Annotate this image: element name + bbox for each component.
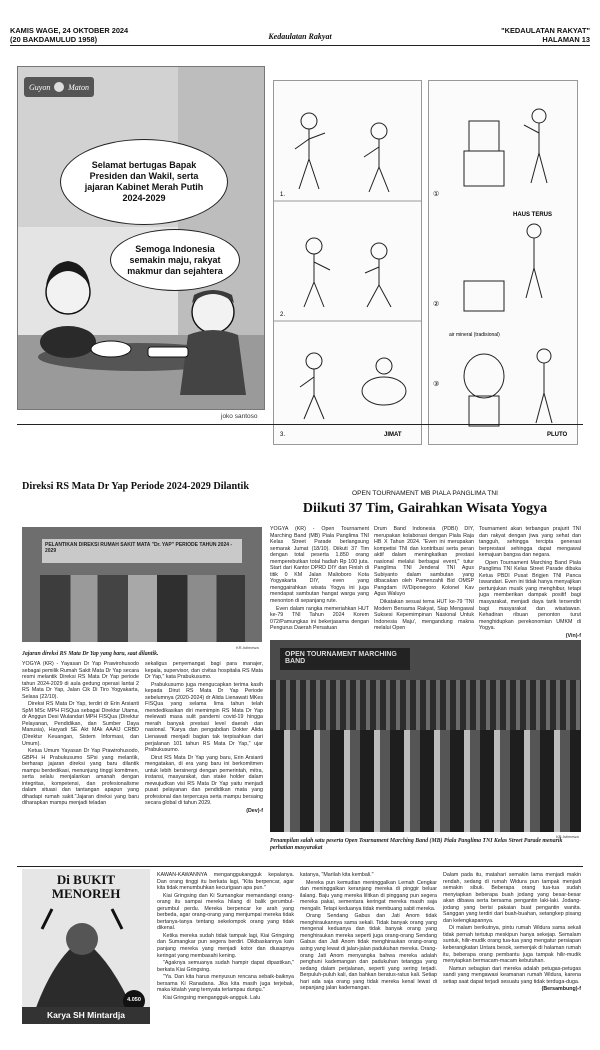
editorial-cartoon bbox=[17, 66, 265, 410]
section-divider-2 bbox=[17, 866, 583, 867]
serial-column-1 bbox=[157, 872, 294, 1040]
article1-caption: Jajaran direksi RS Mata Dr Yap yang baru, saat dilantik. bbox=[22, 651, 159, 657]
article2-photo-crowd bbox=[270, 680, 581, 730]
serial-column-3 bbox=[443, 872, 581, 1040]
article2-col1-paragraph: YOGYA (KR) - Open Tournament Marching Band (MB) Piala Panglima TNI Kelas Street Parade berlangsung semarak Jumat (18/10). Diikuti 37 Tim dengan total peserta 1.850 orang memperebutkan total hadiah Rp 100 juta. Start dari Kantor DPRD DIY dan Finish di titik 0 KM Jalan Malioboro Kota Yogyakarta DIY, even yang menggairahkan wisata Yogya ini juga mendapat sambutan hangat warga yang menonton di sepanjang rute. bbox=[270, 526, 369, 605]
comic-right-panel-number-2: ② bbox=[433, 301, 440, 308]
article1-col1-paragraph: Direksi RS Mata Dr Yap, terdiri dr Erin Arsianti SpM MSc MPH FISQua sebagai Direktur Utama, dr Anggun Desi Wulandari MPH FISQua (Direktur Pelayanan, Pendidikan, dan Sumber Daya Manusia), Haryadi SE Akt MAk AAAIJ CRBD (Direktur Keuangan, Sistem Informasi, dan Umum). bbox=[22, 701, 139, 747]
page-header bbox=[10, 8, 590, 46]
article1-photo-people bbox=[40, 575, 245, 642]
article1-photo bbox=[22, 527, 262, 642]
serial-signoff: (Bersambung)-f bbox=[541, 986, 581, 993]
article2-col2-paragraph: Drum Band Indonesia (PDBI) DIY, merupakan kolaborasi dengan Piala Raja HB X Tahun 2024. "Even ini merupakan kompetisi TNI dan kontribusi serta peran aktif dalam meningkatkan prestasi nasional melalui berbagai event," tutur Panglima TNI Jenderal TNI Agus Subiyanto dalam sambutan yang dibacakan oleh Pamenzahli Bid OMSP Pangdam IV/Diponegoro Kolonel Kav Agus Waluyo bbox=[374, 526, 474, 598]
article1-photo-banner: PELANTIKAN DIREKSI RUMAH SAKIT MATA "Dr. YAP" PERIODE TAHUN 2024 - 2029 bbox=[42, 539, 242, 563]
comic-right-sign-air: air mineral (tradisional) bbox=[449, 332, 500, 338]
page-number: HALAMAN 13 bbox=[542, 35, 590, 44]
article2-col1-paragraph: Even dalam rangka memeriahkan HUT ke-79 TNI Tahun 2024 Korem 072/Pamungkas ini bekerjasama dengan Pengurus Daerah Persatuan bbox=[270, 605, 369, 632]
article1-col2-paragraph: Dirut RS Mata Dr Yap yang baru, Erin Arsianti mengatakan, di era yang baru ini berkomitmen untuk lebih bersinergi dengan pemerintah, mitra, instansi, masyarakat, dan stake holder dalam mewujudkan visi RS Mata Dr Yap yaitu menjadi pusat pelayanan dan pendidikan mata yang profesional dan terpercaya serta mampu bersaing secara global di tahun 2029. bbox=[145, 754, 263, 807]
article1-col2-paragraph: sekaligus penyemangat bagi para manajer, kepala, supervisor, dan civitas hospitalia RS Mata Dr Yap," kata Prabukusumo. bbox=[145, 661, 263, 681]
cartoon-logo-left: Guyon bbox=[29, 82, 51, 92]
speech-bubble-2: Semoga Indonesia semakin maju, rakyat makmur dan sejahtera bbox=[110, 229, 240, 291]
serial-author-bar: Karya SH Mintardja bbox=[22, 1007, 150, 1024]
section-divider bbox=[17, 424, 583, 425]
masthead: Kedaulatan Rakyat bbox=[268, 32, 332, 41]
article2-photo-credit: KR-Istimewa bbox=[556, 834, 579, 839]
serial-col2-paragraph: katanya, "Marilah kita kembali." bbox=[300, 872, 374, 878]
cartoon-author: joko santoso bbox=[221, 413, 258, 420]
serial-col1-paragraph: Ketika mereka sudah tidak tampak lagi, Kiai Gringsing dan Sumangkar pun segera berdiri. Dikibaskannya kain panjang mereka yang menjadi kotor dan diusapnya keringat yang membasahi kening. bbox=[157, 932, 294, 959]
paper-name: "KEDAULATAN RAKYAT" bbox=[501, 26, 590, 35]
article2-signoff: (Vin)-f bbox=[565, 632, 581, 638]
article2-photo-banner: OPEN TOURNAMENT MARCHING BAND bbox=[280, 648, 410, 670]
comic-right-sign-haus: HAUS TERUS bbox=[513, 212, 553, 218]
article2-col3-paragraph: Open Tournament Marching Band Piala Panglima TNI Kelas Street Parade dibuka Ketua PBDI Pusat Brigjen TNI Panca Iswandari. Even ini tidak hanya menyajikan pertunjukan musik yang menghibur, tetapi juga memberikan dampak positif bagi masyarakat, menjadi daya tarik tersendiri bagi masyarakat dan wisatawan. Kehadiran ribuan penonton turut menghidupkan perekonomian UMKM di Yogya. bbox=[479, 559, 581, 632]
article1-column-2 bbox=[145, 661, 263, 861]
serial-title: Di BUKIT MENOREH bbox=[51, 872, 121, 901]
serial-col3-paragraph: Dalam pada itu, matahari semakin lama menjadi makin rendah, sedang di rumah Widura pun tampak menjadi semakin sibuk. Beberapa orang tua-tua sudah menyiapkan beberapa buah jodang yang besar-besar akan dibawa serta bersama pengantin laki-laki. Jodang-jodang yang berisi pakaian buat pengantin wanita. Sanggan yang terdiri dari buah-buahan, setangkep pisang dan kelengkapannya. bbox=[443, 872, 581, 924]
comic-left-signature: JIMAT bbox=[384, 432, 402, 438]
cartoon-logo-right: Maton bbox=[68, 82, 89, 92]
paper-info bbox=[501, 26, 590, 44]
serial-col1-paragraph: Kiai Gringsing dan Ki Sumangkar memandangi orang-orang itu sampai mereka hilang di balik gerumbul-gerumbul perdu. Mereka berpencar ke arah yang berbeda, agar orang-orang yang menjumpai mereka tidak bertanya-tanya tentang sekelompok orang yang tidak dikenal. bbox=[157, 892, 294, 932]
serial-col2-paragraph: Orang Sendang Gabus dan Jati Anom tidak menghiraukannya sama sekali. Tidak banyak orang yang mengenal keduanya dan tidak banyak orang yang menghiraukan mereka seperti juga orang-orang Sendang Gabus dan Jati Anom tidak menghiraukan orang-orang asing yang lewat di jalan-jalan padukuhan mereka. Orang-orang Jati Anom menyangka bahwa mereka adalah penghuni kademangan dan padukuhan tetangga yang sedang dalam perjalanan, seperti yang sering terjadi. Berpuluh-puluh kali, dan bahkan beratus-ratus kali. Setiap hari ada saja orang yang tidak mereka kenal lewat di sepanjang jalan kademangan. bbox=[300, 913, 437, 992]
comic-strip-left bbox=[273, 80, 422, 445]
comic-left-panel-number-2: 2. bbox=[280, 312, 286, 318]
comic-left-panel-number-1: 1. bbox=[280, 192, 286, 198]
date-line-javanese: (20 BAKDAMULUD 1958) bbox=[10, 35, 98, 44]
comic-left-illustration bbox=[274, 81, 422, 445]
article2-caption: Penampilan salah satu peserta Open Tournament Marching Band (MB) Piala Panglima TNI Kelas Street Parade menarik perhatian masyarakat bbox=[270, 838, 563, 851]
speech-bubble-1: Selamat bertugas Bapak Presiden dan Wakil, serta jajaran Kabinet Merah Putih 2024-2029 bbox=[60, 139, 228, 225]
article2-headline: Diikuti 37 Tim, Gairahkan Wisata Yogya bbox=[302, 501, 548, 516]
article2-column-1 bbox=[270, 526, 369, 638]
date-line: KAMIS WAGE, 24 OKTOBER 2024 bbox=[10, 26, 129, 35]
serial-col1-paragraph: Kiai Gringsing mengangguk-angguk. Lalu bbox=[163, 994, 261, 1001]
serial-col1-paragraph: KAWAN-KAWANNYA menganggukangguk kepalanya. Dan orang tinggi itu berkata lagi, "Kita berpencar, agar kita tidak menumbuhkan kecurigaan apa pun." bbox=[157, 872, 294, 892]
article1-col1-paragraph: Ketua Umum Yayasan Dr Yap Prawirohusodo, GBPH H Prabukusumo SPsi yang melantik, berharap jajaran direksi yang baru dilantik mampu berdedikasi, menunjung tinggi komitmen, serta selalu menjalankan amanah dengan integritas, kompetensi, dan profesionalisme dalam situasi dan tantangan apapun yang dihadapi rumah sakit."Jajaran direksi yang baru diharapkan mampu menjadi teladan bbox=[22, 748, 139, 807]
serial-col3-paragraph: Di malam berikutnya, pintu rumah Widura sama sekali tidak pernah tertutup meskipun hanya sekejap. Semalam suntuk, hilir-mudik orang tua-tua yang mengatur persiapan keberangkatan Untara besok, semenjak di halaman rumah itu, beberapa orang pembantu juga tampak hilir-mudik menyiapkan bermacam-macam kebutuhan. bbox=[443, 925, 581, 965]
article1-col2-paragraph: Prabukusumo juga mengucapkan terima kasih kepada Dirut RS Mata Dr Yap Periode sebelumnya (2020-2024) dr Alida Lienawati MKes FISQua yang selama lima tahun telah mendedikasikan diri memimpin RS Mata Dr Yap melewati masa sulit pandemi covid-19 hingga meraih banyak prestasi level daerah dan nasional. "Karya dan pengabdian Dokter Alida Lienawati menjadi bagian tak terpisahkan dari perjalanan 101 tahun RS Mata Dr Yap," ujar Prabukusumo. bbox=[145, 681, 263, 754]
article2-photo bbox=[270, 640, 581, 832]
serial-issue-number: 4.050 bbox=[127, 997, 141, 1003]
article1-col1-paragraph: YOGYA (KR) - Yayasan Dr Yap Prawirohusodo sebagai pemilik Rumah Sakit Mata Dr Yap secara resmi melantik Direksi RS Mata Dr Yap periode tahun 2024-2029 di aula gedung operasi lantai 2 RS Mata Dr Yap, Jalan Cik Di Tiro Yogyakarta, Selasa (22/10). bbox=[22, 661, 139, 700]
serial-col2-paragraph: Mereka pun kemudian meninggalkan Lemah Cengkar dan meninggalkan keranjang mereka di pinggir beluar ilalang. Baju yang mereka lilitkan di pinggang pun segera mereka pakai, sementara keringat mereka masih saja mengalir. Tetapi keduanya tidak membuang sabit mereka. bbox=[300, 879, 437, 912]
cartoon-logo bbox=[24, 77, 94, 97]
serial-col1-paragraph: "Agaknya semuanya sudah hampir dapat dipastikan," berkata Kiai Gringsing. bbox=[157, 960, 294, 973]
serial-column-2 bbox=[300, 872, 437, 1040]
comic-strip-right bbox=[428, 80, 578, 445]
serial-col3-paragraph: Namun sebagian dari mereka adalah petugas-petugas sandi yang mengawasi keamanan rumah Widura, karena setiap saat dapat terjadi sesuatu yang tidak terduga-duga. bbox=[443, 965, 581, 985]
article2-col3-paragraph: Tournament akan terbangun prajurit TNI dan rakyat dengan jiwa yang sehat dan tangguh, sehingga tercipta generasi berprestasi sehingga dapat mengawal kemajuan bangsa dan negara. bbox=[479, 526, 581, 559]
serial-col1-paragraph: "Ya. Dan kita harus menyusun rencana sebaik-baiknya bersama Ki Ranadana. Jika kita masih juga terjebak, maka kitalah yang ternyata terlampau dungu." bbox=[157, 974, 294, 994]
cartoon-logo-mascot-icon bbox=[54, 82, 64, 92]
article2-photo-performers bbox=[270, 730, 581, 832]
article1-signoff: (Dev)-f bbox=[246, 808, 263, 815]
article2-column-3 bbox=[479, 526, 581, 638]
comic-right-panel-number-3: ③ bbox=[433, 381, 440, 388]
article1-column-1 bbox=[22, 661, 139, 861]
article1-headline: Direksi RS Mata Dr Yap Periode 2024-2029 Dilantik bbox=[22, 481, 250, 492]
comic-right-signature: PLUTO bbox=[547, 432, 568, 438]
serial-illustration bbox=[22, 869, 150, 1024]
comic-right-illustration bbox=[429, 81, 578, 445]
article2-column-2 bbox=[374, 526, 474, 638]
comic-left-panel-number-3: 3. bbox=[280, 432, 286, 438]
article2-kicker: OPEN TOURNAMENT MB PIALA PANGLIMA TNI bbox=[352, 490, 498, 497]
article1-photo-credit: KR-Istimewa bbox=[236, 645, 259, 650]
article2-col2-paragraph: Dikatakan sesuai tema HUT ke-79 'TNI Modern Bersama Rakyat, Siap Mengawal Suksesi Kepemimpinan Nasional Untuk Indonesia Maju', mengandung makna melalui Open bbox=[374, 599, 474, 632]
comic-right-panel-number-1: ① bbox=[433, 191, 440, 198]
